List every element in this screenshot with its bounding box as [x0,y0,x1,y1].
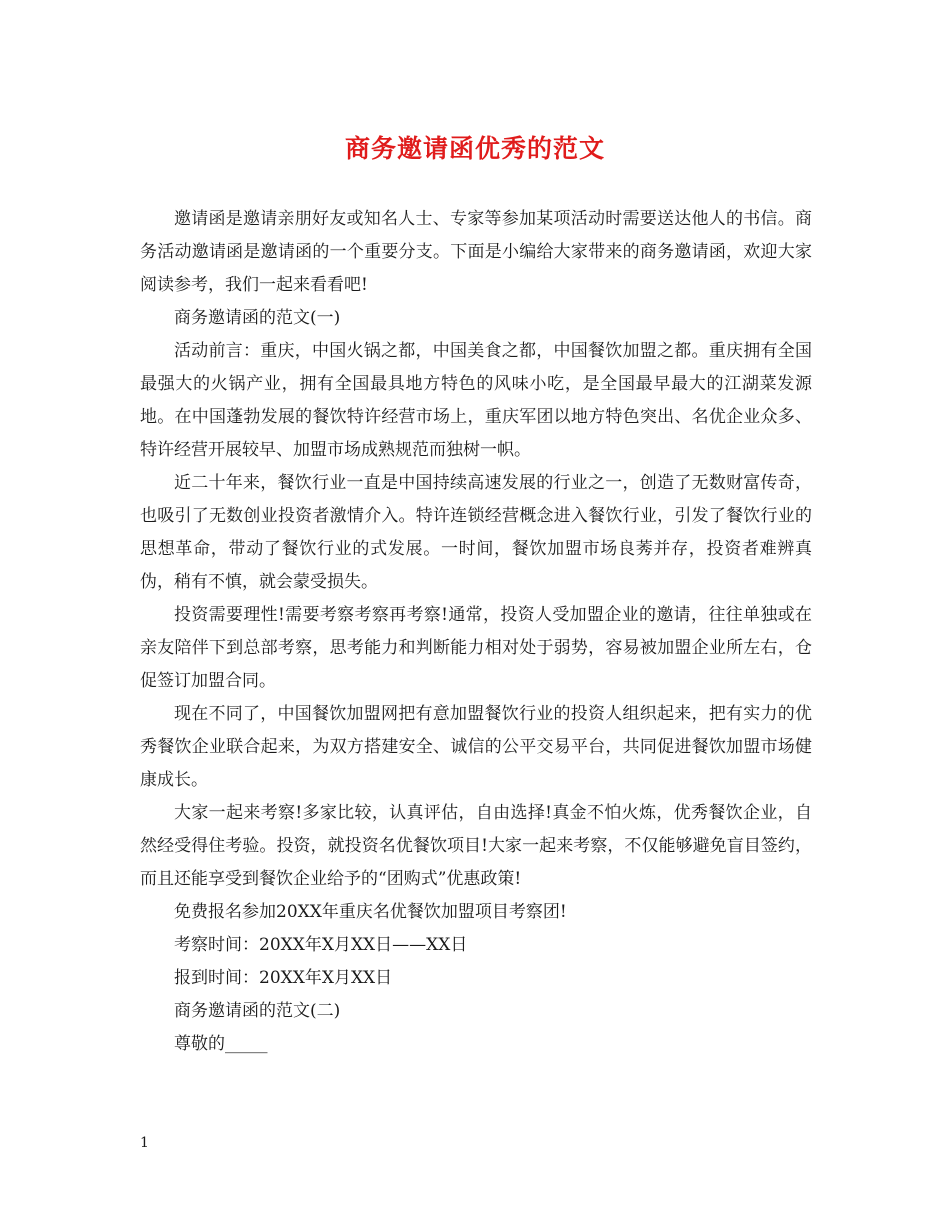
paragraph-preface: 活动前言：重庆，中国火锅之都，中国美食之都，中国餐饮加盟之都。重庆拥有全国最强大的火锅产业，拥有全国最具地方特色的风味小吃，是全国最早最大的江湖菜发源地。在中国蓬勃发展的餐饮特许经营市场上，重庆军团以地方特色突出、名优企业众多、特许经营开展较早、加盟市场成熟规范而独树一帜。 [140,341,812,460]
paragraph-intro: 邀请函是邀请亲朋好友或知名人士、专家等参加某项活动时需要送达他人的书信。商务活动邀请函是邀请函的一个重要分支。下面是小编给大家带来的商务邀请函，欢迎大家阅读参考，我们一起来看看吧! [140,209,812,295]
paragraph-platform: 现在不同了，中国餐饮加盟网把有意加盟餐饮行业的投资人组织起来，把有实力的优秀餐饮企业联合起来，为双方搭建安全、诚信的公平交易平台，共同促进餐饮加盟市场健康成长。 [140,704,812,790]
section-heading-1: 商务邀请函的范文(一) [174,308,341,328]
paragraph-checkin-time: 报到时间：20XX年X月XX日 [174,968,393,988]
paragraph-inspection-time: 考察时间：20XX年X月XX日——XX日 [174,935,468,955]
document-body [140,203,812,1061]
page-number: 1 [140,1135,149,1151]
document-title: 商务邀请函优秀的范文 [344,134,605,163]
paragraph-registration: 免费报名参加20XX年重庆名优餐饮加盟项目考察团! [174,902,567,922]
paragraph-salutation: 尊敬的_____ [174,1034,268,1054]
section-heading-2: 商务邀请函的范文(二) [174,1001,341,1021]
paragraph-industry: 近二十年来，餐饮行业一直是中国持续高速发展的行业之一，创造了无数财富传奇，也吸引了无数创业投资者激情介入。特许连锁经营概念进入餐饮行业，引发了餐饮行业的思想革命，带动了餐饮行业的式发展。一时间，餐饮加盟市场良莠并存，投资者难辨真伪，稍有不慎，就会蒙受损失。 [140,473,812,592]
paragraph-inspection: 大家一起来考察!多家比较，认真评估，自由选择!真金不怕火炼，优秀餐饮企业，自然经受得住考验。投资，就投资名优餐饮项目!大家一起来考察，不仅能够避免盲目签约，而且还能享受到餐饮企业给予的“团购式”优惠政策! [140,803,812,889]
paragraph-investment: 投资需要理性!需要考察考察再考察!通常，投资人受加盟企业的邀请，往往单独或在亲友陪伴下到总部考察，思考能力和判断能力相对处于弱势，容易被加盟企业所左右，仓促签订加盟合同。 [140,605,812,691]
